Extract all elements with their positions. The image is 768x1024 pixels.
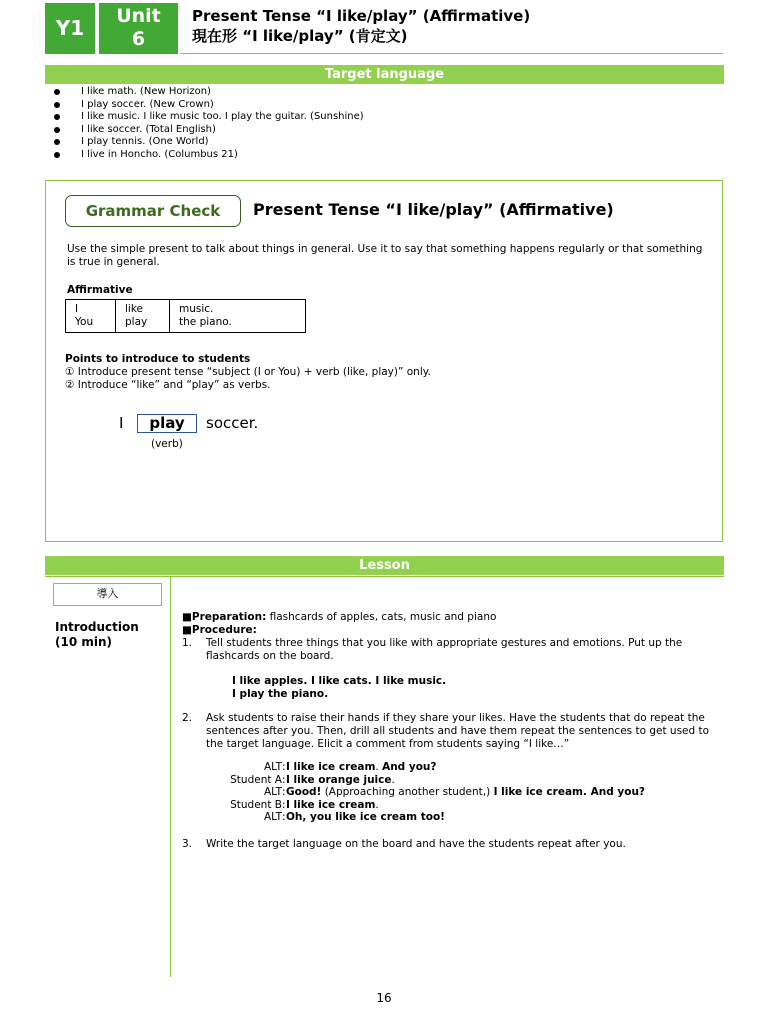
unit-badge [99,3,178,54]
unit-number: 6 [131,28,146,50]
example-subject: I [119,414,124,432]
example-rest: soccer. [206,414,259,432]
procedure-step: 2. Ask students to raise their hands if they share your likes. Have the students that do repeat the sentences after you. Then, drill all students and have them repeat the sentences to get used to the target language. Elicit a comment from students saying “I like…” [182,712,710,750]
dialogue-line: Student B:I like ice cream. [230,799,379,811]
list-item: I live in Honcho. (Columbus 21) [53,149,364,162]
bullet-icon [54,89,60,95]
bullet-icon [54,114,60,120]
stage-label-jp: 導入 [53,583,162,606]
model-sentence: I like apples. I like cats. I like music. [232,675,447,687]
list-item: I like music. I like music too. I play the guitar. (Sunshine) [53,111,364,124]
example-verb-note: (verb) [151,438,183,450]
bullet-icon [54,102,60,108]
target-language-list [53,86,364,161]
dialogue-line: Student A:I like orange juice. [230,774,395,786]
divider [45,576,724,577]
page-title-en: Present Tense “I like/play” (Affirmative) [192,7,531,25]
year-badge: Y1 [45,3,95,54]
dialogue-line: ALT:Oh, you like ice cream too! [263,811,445,823]
preparation: ■Preparation: flashcards of apples, cats, music and piano ■Procedure: [182,611,497,636]
grammar-description: Use the simple present to talk about things in general. Use it to say that something happens regularly or that something is true in general. [67,243,703,268]
bullet-icon [54,152,60,158]
affirmative-table [65,299,306,333]
bullet-icon [54,127,60,133]
table-row [66,300,306,333]
example-verb-box: play [137,414,197,433]
model-sentence: I play the piano. [232,688,329,700]
procedure-step: 1. Tell students three things that you like with appropriate gestures and emotions. Put up the flashcards on the board. [182,637,683,662]
title-underline [180,53,723,54]
column-divider [170,576,171,977]
grammar-check-pill: Grammar Check [65,195,241,227]
list-item: I like math. (New Horizon) [53,86,364,99]
unit-label: Unit [116,5,161,27]
points-label: Points to introduce to students [65,353,251,365]
procedure-step: 3. Write the target language on the board and have the students repeat after you. [182,838,626,850]
dialogue-line: ALT:I like ice cream. And you? [263,761,437,773]
table-cell-verb: like play [116,300,170,333]
page-number: 16 [376,991,392,1005]
dialogue-line: ALT:Good! (Approaching another student,) I like ice cream. And you? [263,786,646,798]
page-title-jp: 現在形 “I like/play” (肯定文) [192,27,408,45]
lesson-heading: Lesson [45,556,724,575]
grammar-check-title: Present Tense “I like/play” (Affirmative) [253,200,614,219]
bullet-icon [54,139,60,145]
point-item: ② Introduce “like” and “play” as verbs. [65,379,271,391]
table-cell-subject: I You [66,300,116,333]
list-item: I like soccer. (Total English) [53,124,364,137]
point-item: ① Introduce present tense “subject (I or You) + verb (like, play)” only. [65,366,431,378]
stage-label: Introduction (10 min) [55,620,139,649]
list-item: I play soccer. (New Crown) [53,99,364,112]
list-item: I play tennis. (One World) [53,136,364,149]
target-language-heading: Target language [45,65,724,84]
table-cell-object: music. the piano. [170,300,306,333]
affirmative-label: Affirmative [67,284,133,296]
